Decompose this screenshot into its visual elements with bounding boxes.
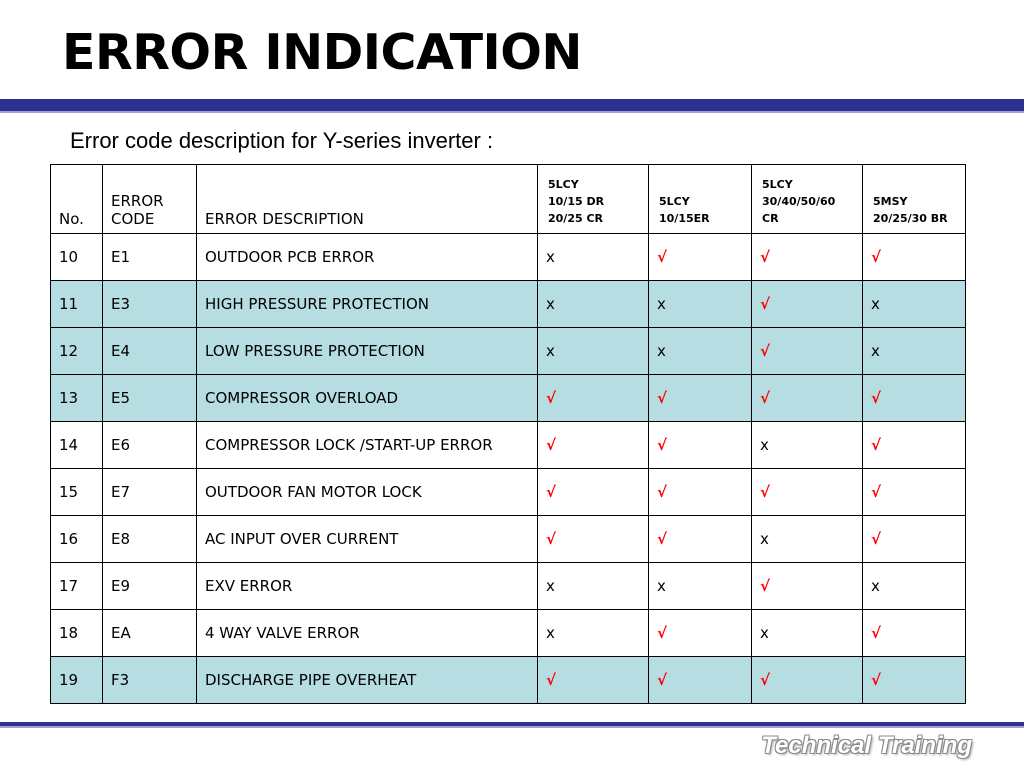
cell-error-code: E3	[103, 281, 197, 328]
table-row	[51, 422, 966, 469]
x-mark-icon: x	[871, 295, 880, 313]
cell-model-2-mark	[649, 516, 752, 563]
cell-model-2-mark	[649, 234, 752, 281]
check-mark-icon: √	[546, 436, 557, 454]
check-mark-icon: √	[657, 248, 668, 266]
cell-no: 18	[51, 610, 103, 657]
x-mark-icon: x	[871, 342, 880, 360]
cell-error-description: OUTDOOR PCB ERROR	[197, 234, 538, 281]
cell-model-4-mark	[863, 234, 966, 281]
cell-error-code: F3	[103, 657, 197, 704]
check-mark-icon: √	[760, 671, 771, 689]
cell-model-4-mark	[863, 657, 966, 704]
cell-error-code: E9	[103, 563, 197, 610]
cell-error-code: E1	[103, 234, 197, 281]
cell-model-2-mark	[649, 281, 752, 328]
cell-error-description: HIGH PRESSURE PROTECTION	[197, 281, 538, 328]
cell-error-description: COMPRESSOR OVERLOAD	[197, 375, 538, 422]
header-model-5msy-br: 5MSY 20/25/30 BR	[863, 165, 966, 234]
cell-model-4-mark	[863, 516, 966, 563]
cell-no: 13	[51, 375, 103, 422]
cell-model-4-mark	[863, 563, 966, 610]
check-mark-icon: √	[871, 671, 882, 689]
cell-model-3-mark	[752, 375, 863, 422]
cell-error-code: E4	[103, 328, 197, 375]
check-mark-icon: √	[760, 248, 771, 266]
cell-model-4-mark	[863, 281, 966, 328]
x-mark-icon: x	[760, 530, 769, 548]
check-mark-icon: √	[657, 436, 668, 454]
header-model-5lcy-cr: 5LCY 30/40/50/60 CR	[752, 165, 863, 234]
table-row	[51, 516, 966, 563]
check-mark-icon: √	[657, 671, 668, 689]
x-mark-icon: x	[546, 295, 555, 313]
cell-error-description: LOW PRESSURE PROTECTION	[197, 328, 538, 375]
check-mark-icon: √	[760, 577, 771, 595]
cell-model-3-mark	[752, 234, 863, 281]
cell-no: 16	[51, 516, 103, 563]
cell-model-1-mark	[538, 422, 649, 469]
x-mark-icon: x	[546, 577, 555, 595]
cell-error-description: OUTDOOR FAN MOTOR LOCK	[197, 469, 538, 516]
cell-no: 12	[51, 328, 103, 375]
table-header-row	[51, 165, 966, 234]
check-mark-icon: √	[546, 483, 557, 501]
check-mark-icon: √	[871, 483, 882, 501]
cell-model-1-mark	[538, 328, 649, 375]
slide-subtitle: Error code description for Y-series inverter :	[70, 128, 494, 153]
table-row	[51, 563, 966, 610]
cell-no: 10	[51, 234, 103, 281]
cell-error-description: DISCHARGE PIPE OVERHEAT	[197, 657, 538, 704]
x-mark-icon: x	[546, 342, 555, 360]
cell-model-2-mark	[649, 563, 752, 610]
cell-model-4-mark	[863, 375, 966, 422]
cell-model-3-mark	[752, 328, 863, 375]
cell-error-description: 4 WAY VALVE ERROR	[197, 610, 538, 657]
cell-error-description: AC INPUT OVER CURRENT	[197, 516, 538, 563]
cell-model-1-mark	[538, 563, 649, 610]
x-mark-icon: x	[760, 624, 769, 642]
check-mark-icon: √	[760, 342, 771, 360]
x-mark-icon: x	[657, 295, 666, 313]
cell-model-1-mark	[538, 657, 649, 704]
footer-brand-text: Technical Training	[761, 732, 972, 759]
cell-error-code: E6	[103, 422, 197, 469]
cell-model-1-mark	[538, 516, 649, 563]
check-mark-icon: √	[871, 248, 882, 266]
cell-model-3-mark	[752, 281, 863, 328]
cell-model-3-mark	[752, 563, 863, 610]
cell-model-2-mark	[649, 375, 752, 422]
x-mark-icon: x	[546, 624, 555, 642]
check-mark-icon: √	[657, 389, 668, 407]
cell-model-4-mark	[863, 610, 966, 657]
cell-model-3-mark	[752, 422, 863, 469]
x-mark-icon: x	[657, 577, 666, 595]
error-code-table	[50, 164, 966, 704]
cell-model-3-mark	[752, 610, 863, 657]
cell-model-4-mark	[863, 328, 966, 375]
cell-error-code: EA	[103, 610, 197, 657]
cell-error-description: COMPRESSOR LOCK /START-UP ERROR	[197, 422, 538, 469]
header-model-5lcy-dr-cr: 5LCY 10/15 DR 20/25 CR	[538, 165, 649, 234]
cell-model-2-mark	[649, 610, 752, 657]
check-mark-icon: √	[546, 530, 557, 548]
cell-error-code: E7	[103, 469, 197, 516]
check-mark-icon: √	[657, 530, 668, 548]
cell-no: 19	[51, 657, 103, 704]
table-body	[51, 234, 966, 704]
cell-no: 15	[51, 469, 103, 516]
header-error-description: ERROR DESCRIPTION	[197, 165, 538, 234]
check-mark-icon: √	[657, 483, 668, 501]
check-mark-icon: √	[760, 389, 771, 407]
cell-model-1-mark	[538, 375, 649, 422]
cell-model-1-mark	[538, 234, 649, 281]
check-mark-icon: √	[657, 624, 668, 642]
x-mark-icon: x	[760, 436, 769, 454]
cell-error-code: E8	[103, 516, 197, 563]
cell-error-description: EXV ERROR	[197, 563, 538, 610]
x-mark-icon: x	[657, 342, 666, 360]
check-mark-icon: √	[760, 295, 771, 313]
header-no: No.	[51, 165, 103, 234]
header-model-5lcy-er: 5LCY 10/15ER	[649, 165, 752, 234]
footer-divider-bar	[0, 722, 1024, 726]
table-row	[51, 234, 966, 281]
cell-model-3-mark	[752, 516, 863, 563]
cell-model-3-mark	[752, 657, 863, 704]
cell-model-1-mark	[538, 281, 649, 328]
table-row	[51, 610, 966, 657]
cell-model-2-mark	[649, 657, 752, 704]
table-row	[51, 657, 966, 704]
header-error-code: ERROR CODE	[103, 165, 197, 234]
check-mark-icon: √	[871, 530, 882, 548]
header-divider-bar	[0, 99, 1024, 111]
table-row	[51, 281, 966, 328]
cell-no: 14	[51, 422, 103, 469]
slide-title: ERROR INDICATION	[62, 24, 582, 81]
cell-model-3-mark	[752, 469, 863, 516]
cell-model-2-mark	[649, 422, 752, 469]
table-row	[51, 469, 966, 516]
cell-model-2-mark	[649, 469, 752, 516]
cell-model-2-mark	[649, 328, 752, 375]
cell-model-1-mark	[538, 469, 649, 516]
cell-model-4-mark	[863, 469, 966, 516]
cell-error-code: E5	[103, 375, 197, 422]
check-mark-icon: √	[760, 483, 771, 501]
x-mark-icon: x	[546, 248, 555, 266]
table-row	[51, 328, 966, 375]
check-mark-icon: √	[546, 671, 557, 689]
check-mark-icon: √	[871, 389, 882, 407]
cell-no: 17	[51, 563, 103, 610]
cell-model-1-mark	[538, 610, 649, 657]
cell-model-4-mark	[863, 422, 966, 469]
cell-no: 11	[51, 281, 103, 328]
check-mark-icon: √	[546, 389, 557, 407]
x-mark-icon: x	[871, 577, 880, 595]
check-mark-icon: √	[871, 624, 882, 642]
table-row	[51, 375, 966, 422]
check-mark-icon: √	[871, 436, 882, 454]
